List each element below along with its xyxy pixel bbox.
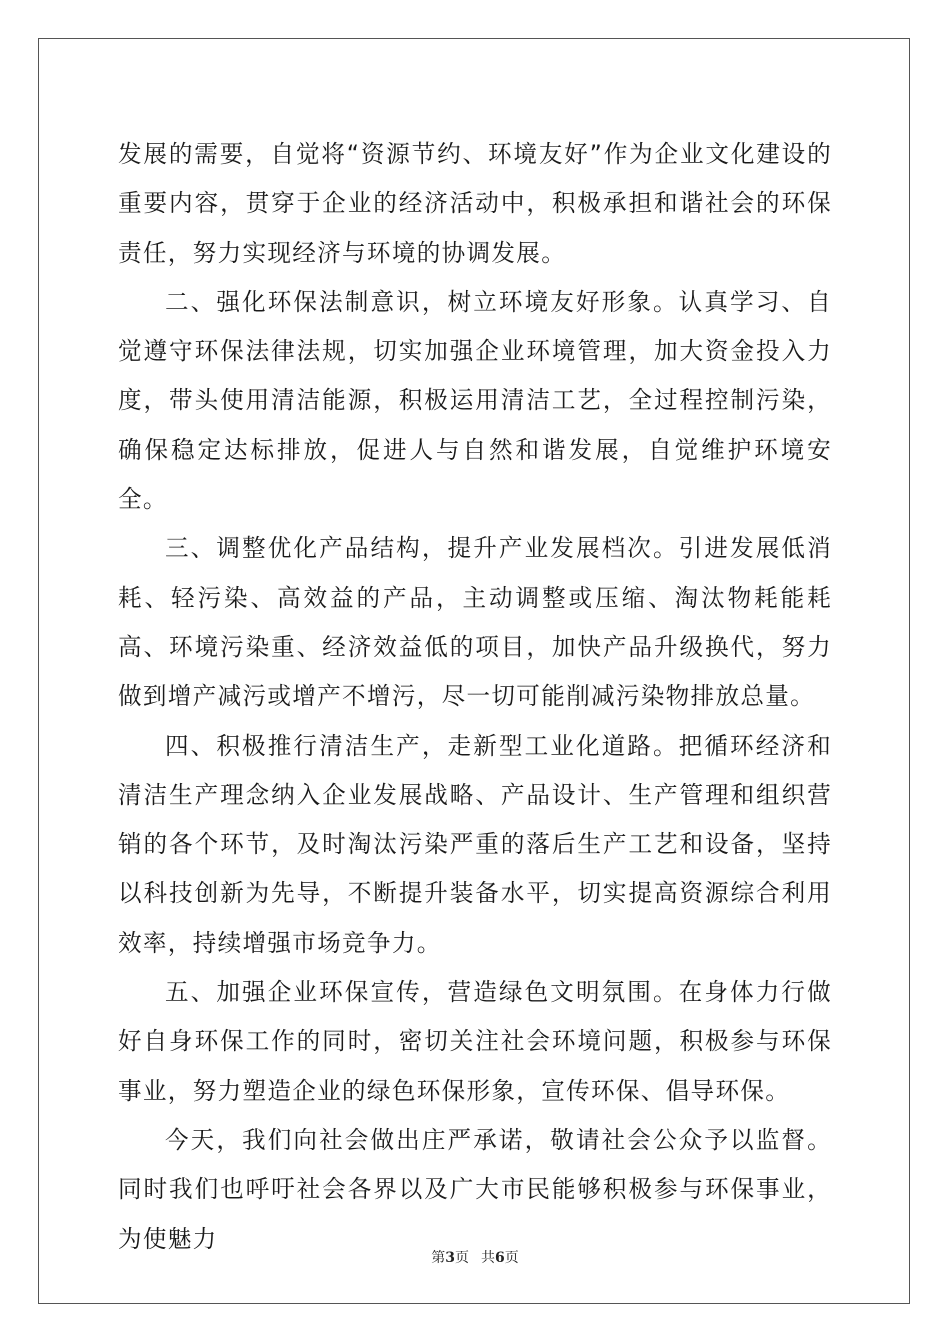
total-page-number: 6 (495, 1250, 505, 1266)
paragraph-4: 四、积极推行清洁生产，走新型工业化道路。把循环经济和清洁生产理念纳入企业发展战略、产品设计、生产管理和组织营销的各个环节，及时淘汰污染严重的落后生产工艺和设备，坚持以科技创新为先导，不断提升装备水平，切实提高资源综合利用效率，持续增强市场竞争力。 (118, 731, 832, 957)
paragraph-1: 发展的需要，自觉将“资源节约、环境友好”作为企业文化建设的重要内容，贯穿于企业的经济活动中，积极承担和谐社会的环保责任，努力实现经济与环境的协调发展。 (118, 140, 832, 267)
document-body (118, 130, 832, 1264)
page-prefix: 第 (431, 1250, 446, 1266)
paragraph-6: 今天，我们向社会做出庄严承诺，敬请社会公众予以监督。同时我们也呼吁社会各界以及广大市民能够积极参与环保事业，为使魅力 (118, 1125, 832, 1253)
paragraph-3: 三、调整优化产品结构，提升产业发展档次。引进发展低消耗、轻污染、高效益的产品，主动调整或压缩、淘汰物耗能耗高、环境污染重、经济效益低的项目，加快产品升级换代，努力做到增产减污或增产不增污，尽一切可能削减污染物排放总量。 (118, 534, 832, 711)
total-pages-label (481, 1250, 519, 1266)
page-suffix: 页 (455, 1250, 469, 1266)
total-suffix: 页 (504, 1250, 519, 1266)
paragraph-5: 五、加强企业环保宣传，营造绿色文明氛围。在身体力行做好自身环保工作的同时，密切关注社会环境问题，积极参与环保事业，努力塑造企业的绿色环保形象，宣传环保、倡导环保。 (118, 978, 832, 1105)
paragraph-2: 二、强化环保法制意识，树立环境友好形象。认真学习、自觉遵守环保法律法规，切实加强企业环境管理，加大资金投入力度，带头使用清洁能源，积极运用清洁工艺，全过程控制污染，确保稳定达标排放，促进人与自然和谐发展，自觉维护环境安全。 (118, 287, 832, 514)
current-page-number: 3 (445, 1250, 455, 1266)
page-number-label (431, 1250, 469, 1266)
page-footer (0, 1248, 950, 1268)
total-prefix: 共 (481, 1250, 495, 1266)
